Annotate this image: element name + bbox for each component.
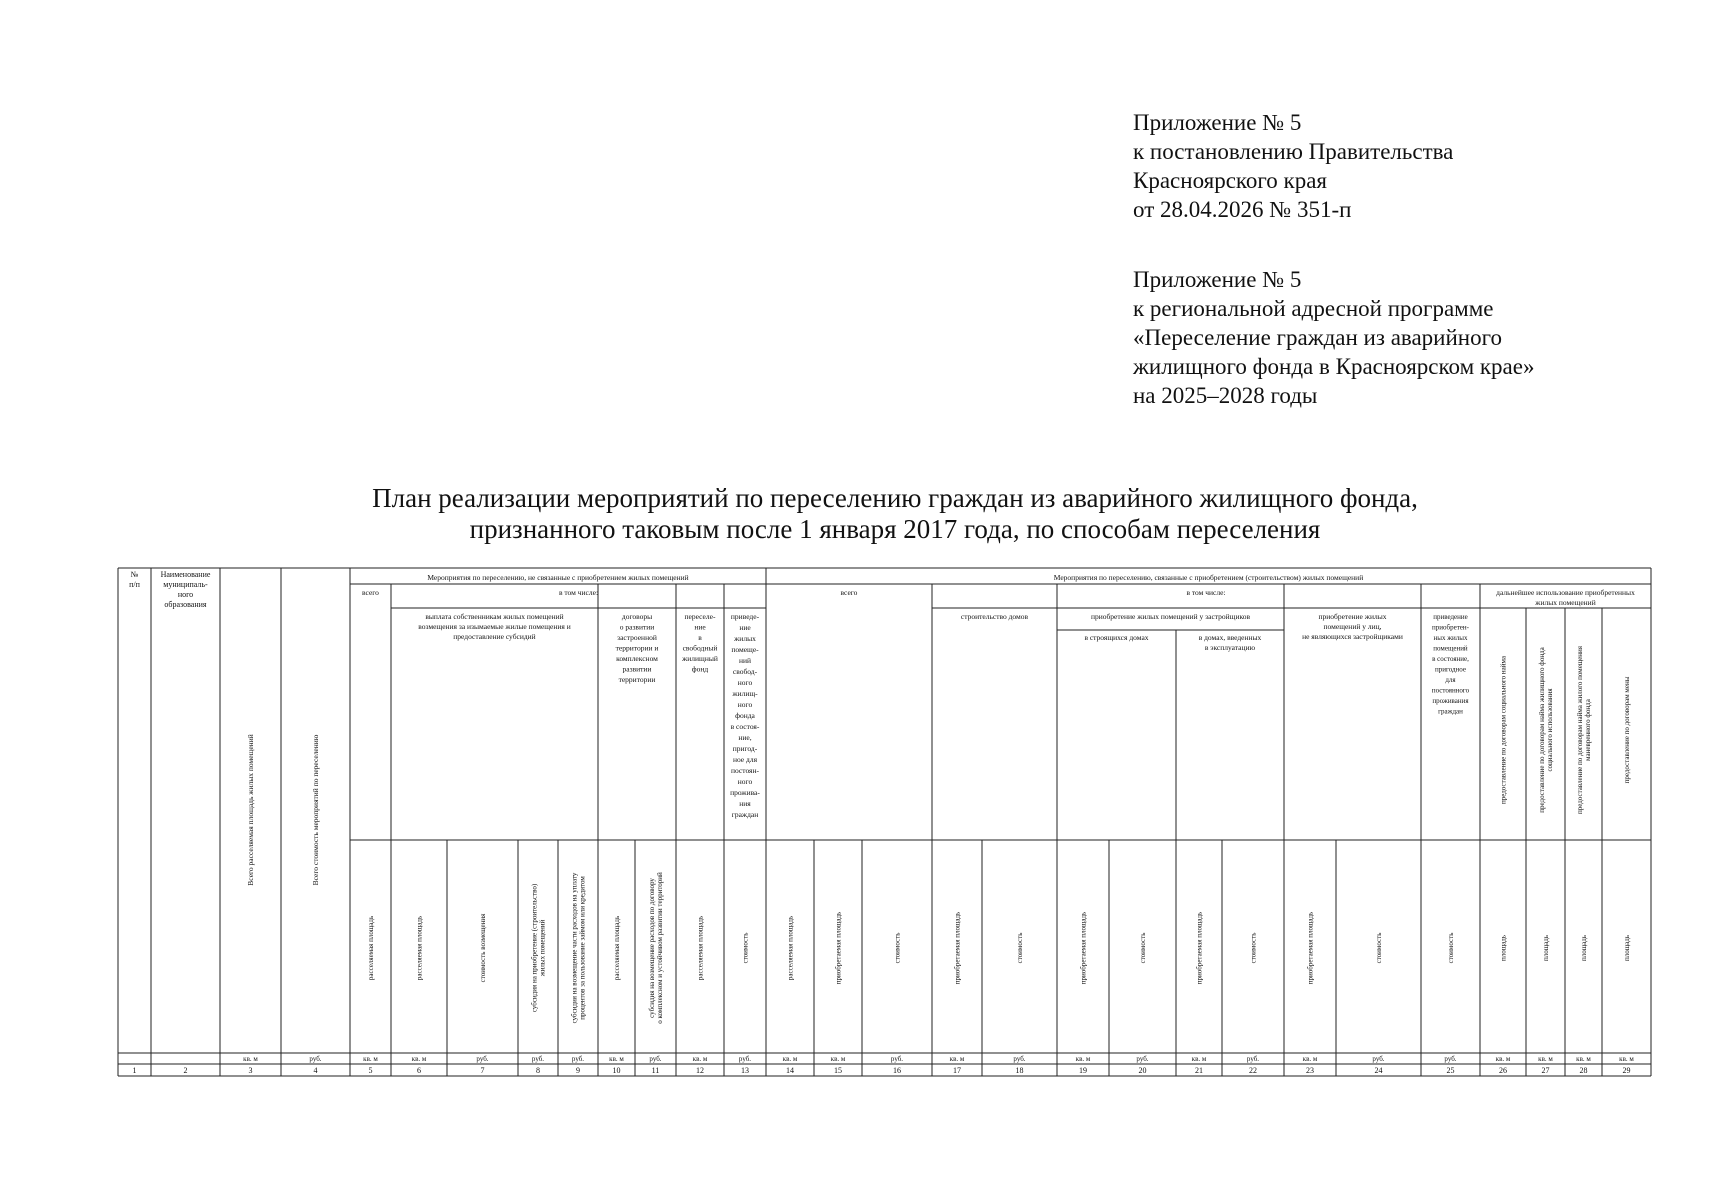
unit-cell: руб. [1013, 1055, 1026, 1063]
header-municipality: муниципаль- [163, 580, 208, 589]
column-number-cell: 9 [576, 1066, 580, 1075]
column-number-cell: 18 [1015, 1066, 1024, 1075]
column-label-11 [648, 872, 664, 1024]
column-label-7 [479, 913, 487, 982]
column-number-cell: 29 [1622, 1066, 1631, 1075]
column-label-17 [953, 912, 961, 984]
column-number-cell: 11 [651, 1066, 660, 1075]
group-a-including: в том числе: [558, 588, 599, 597]
column-label-27 [1542, 935, 1550, 961]
subgroup-bringing-purchased: помещений [1433, 644, 1468, 653]
column-label-21 [1195, 912, 1203, 984]
subgroup-bringing-purchased: в состояние, [1432, 655, 1469, 663]
vertical-header-line: стоимость [1446, 932, 1455, 964]
subgroup-commissioned: в домах, введенных [1198, 633, 1262, 642]
vertical-header-line: стоимость [1015, 932, 1024, 964]
vertical-header-line: площадь [1622, 935, 1631, 961]
subgroup-bringing-purchased: граждан [1438, 707, 1463, 716]
column-label-12 [696, 916, 704, 980]
subgroup-free-fund: фонд [691, 664, 709, 674]
column-number-cell: 4 [313, 1066, 318, 1075]
unit-cell: руб. [571, 1055, 585, 1063]
group-b-total: всего [840, 588, 858, 597]
subgroup-bringing-purchased: постоянного [1431, 686, 1470, 695]
approval-line: от 28.04.2026 № 351-п [1133, 197, 1352, 222]
vertical-header-line: стоимость [1138, 932, 1147, 964]
column-label-24 [1375, 933, 1383, 964]
unit-cell: кв. м [243, 1055, 258, 1063]
vertical-header-line: процентов за пользование займом или кредитом [578, 876, 587, 1020]
unit-cell: кв. м [363, 1055, 378, 1063]
group-c-social-rent [1499, 655, 1507, 804]
group-c-title: дальнейшее использование приобретенных [1496, 588, 1635, 597]
subgroup-bringing-to-state: фонда [735, 711, 755, 720]
subgroup-payout: возмещения за изымаемые жилые помещения и [418, 622, 571, 631]
group-c-manoeuvre-fund [1576, 645, 1592, 814]
vertical-header-line: площадь [1499, 935, 1508, 961]
column-number-cell: 19 [1079, 1066, 1087, 1075]
approval-line: Приложение № 5 [1133, 110, 1302, 135]
unit-cell: кв. м [782, 1055, 798, 1063]
vertical-header-line: стоимость [1374, 932, 1383, 964]
column-number-cell: 8 [536, 1066, 540, 1075]
subgroup-bringing-purchased: приведение [1433, 613, 1468, 621]
unit-cell: руб. [309, 1055, 322, 1063]
vertical-header-line: приобретаемая площадь [1195, 911, 1204, 985]
column-number-cell: 6 [417, 1066, 421, 1075]
column-label-10 [613, 916, 621, 980]
subgroup-bringing-purchased: для [1445, 676, 1456, 684]
subgroup-bringing-to-state: жилых [734, 634, 756, 643]
column-number-cell: 10 [612, 1066, 621, 1075]
subgroup-commissioned: в эксплуатацию [1204, 643, 1256, 652]
vertical-header-line: расселяемая площадь [612, 915, 621, 981]
vertical-header-line: стоимость возмещения [478, 913, 487, 983]
header-total-cost [311, 734, 320, 885]
subgroup-free-fund: в [698, 633, 702, 642]
column-number-cell: 5 [368, 1066, 373, 1075]
appendix-line: жилищного фонда в Красноярском крае» [1133, 354, 1535, 379]
vertical-header-line: приобретаемая площадь [953, 911, 962, 985]
column-number-cell: 12 [696, 1066, 704, 1075]
subgroup-free-fund: свободный [682, 643, 718, 653]
unit-cell: кв. м [1302, 1055, 1318, 1063]
subgroup-bringing-to-state: ное для [732, 755, 758, 764]
unit-cell: кв. м [692, 1055, 708, 1063]
vertical-header-line: приобретаемая площадь [1306, 911, 1315, 985]
column-label-6 [415, 916, 423, 980]
vertical-header-line: жилых помещений [538, 919, 547, 977]
column-label-26 [1499, 935, 1507, 961]
subgroup-bringing-purchased: приобретен- [1432, 623, 1469, 632]
group-a-total: всего [362, 588, 379, 597]
vertical-header-line: стоимость [741, 932, 750, 964]
vertical-header-line: расселяемая площадь [366, 915, 375, 981]
unit-cell: кв. м [830, 1055, 846, 1063]
subgroup-bringing-purchased: ных жилых [1433, 634, 1468, 642]
vertical-header-line: социального использования [1545, 688, 1554, 772]
column-label-5 [367, 916, 375, 980]
unit-cell: кв. м [1191, 1055, 1207, 1063]
header-municipality: Наименование [160, 570, 211, 579]
subgroup-bringing-to-state: свобод- [732, 667, 758, 676]
group-c-social-use [1538, 646, 1554, 812]
subgroup-territory-development: территории и [615, 643, 659, 653]
column-number-cell: 25 [1446, 1066, 1455, 1075]
column-number-cell: 2 [183, 1066, 188, 1075]
column-number-cell: 27 [1541, 1066, 1550, 1075]
column-label-22 [1249, 933, 1257, 964]
subgroup-bringing-to-state: ние [739, 623, 751, 632]
column-number-cell: 14 [786, 1066, 794, 1075]
group-b-title: Мероприятия по переселению, связанные с приобретением (строительством) жилых помещений [1053, 573, 1364, 582]
unit-cell: руб. [531, 1055, 545, 1063]
subgroup-developer-purchase: приобретение жилых помещений у застройщиков [1090, 612, 1251, 621]
unit-cell: руб. [1372, 1055, 1385, 1063]
approval-line: к постановлению Правительства [1133, 139, 1454, 164]
subgroup-bringing-to-state: ного [737, 700, 753, 709]
column-number-cell: 15 [834, 1066, 842, 1075]
column-label-29 [1623, 935, 1631, 961]
column-number-cell: 3 [248, 1066, 253, 1075]
subgroup-construction: строительство домов [960, 612, 1029, 621]
title-line: признанного таковым после 1 января 2017 года, по способам переселения [469, 514, 1321, 544]
unit-cell: кв. м [609, 1055, 624, 1063]
column-number-cell: 23 [1306, 1066, 1314, 1075]
vertical-header-line: приобретаемая площадь [1079, 911, 1088, 985]
vertical-header-line: расселяемая площадь [415, 915, 424, 981]
subgroup-payout: предоставление субсидий [453, 632, 536, 641]
unit-cell: кв. м [411, 1055, 427, 1063]
subgroup-bringing-to-state: помеще- [731, 645, 759, 654]
group-c-title: жилых помещений [1535, 598, 1596, 607]
subgroup-territory-development: развитии [622, 664, 652, 674]
column-label-20 [1139, 933, 1147, 964]
unit-cell: руб. [1136, 1055, 1149, 1063]
subgroup-territory-development: договоры [621, 612, 653, 621]
vertical-header-line: стоимость [893, 932, 902, 964]
column-number-cell: 24 [1374, 1066, 1383, 1075]
subgroup-free-fund: жилищный [682, 654, 718, 663]
vertical-header-line: расселяемая площадь [786, 915, 795, 981]
unit-cell: руб. [890, 1055, 904, 1063]
subgroup-bringing-purchased: пригодное [1435, 665, 1466, 674]
column-number-cell: 21 [1195, 1066, 1203, 1075]
subgroup-bringing-to-state: ного [737, 678, 753, 687]
column-number-cell: 1 [132, 1066, 137, 1075]
column-label-25 [1447, 933, 1455, 964]
subgroup-bringing-to-state: в состоя- [730, 722, 760, 731]
column-number-cell: 17 [953, 1066, 961, 1075]
vertical-header-line: площадь [1541, 935, 1550, 961]
subgroup-bringing-to-state: прожива- [730, 788, 760, 797]
unit-cell: кв. м [1495, 1055, 1511, 1063]
group-a-title: Мероприятия по переселению, не связанные с приобретением жилых помещений [427, 573, 689, 582]
unit-cell: кв. м [1538, 1055, 1553, 1063]
subgroup-non-developer: не являющихся застройщиками [1302, 632, 1403, 641]
subgroup-bringing-to-state: ного [737, 777, 753, 786]
subgroup-territory-development: о развитии [619, 622, 655, 632]
appendix-line: «Переселение граждан из аварийного [1133, 325, 1502, 350]
column-label-23 [1306, 912, 1314, 984]
column-number-cell: 7 [480, 1066, 485, 1075]
appendix-line: к региональной адресной программе [1133, 296, 1494, 321]
column-label-28 [1580, 935, 1588, 961]
header-number: № [130, 570, 139, 579]
subgroup-bringing-to-state: граждан [731, 810, 759, 819]
vertical-header-line: расселяемая площадь [696, 915, 705, 981]
vertical-header-line: предоставление по договорам найма жилищного фонда [1537, 647, 1546, 813]
vertical-header-line: Всего стоимость мероприятий по переселению [311, 734, 320, 886]
vertical-header-line: маневренного фонда [1583, 699, 1592, 761]
header-number: п/п [129, 580, 140, 589]
group-c-exchange [1623, 676, 1631, 783]
subgroup-non-developer: приобретение жилых [1318, 612, 1387, 621]
unit-cell: руб. [476, 1055, 489, 1063]
column-label-16 [893, 933, 901, 964]
subgroup-territory-development: комплексном [616, 654, 658, 663]
column-number-cell: 20 [1138, 1066, 1147, 1075]
unit-cell: кв. м [1075, 1055, 1091, 1063]
subgroup-free-fund: ние [694, 622, 706, 632]
subgroup-free-fund: переселе- [684, 612, 716, 621]
column-number-cell: 26 [1499, 1066, 1507, 1075]
vertical-header-line: предоставление по договорам мены [1622, 676, 1631, 784]
column-label-13 [741, 933, 749, 964]
approval-line: Красноярского края [1133, 168, 1327, 193]
subgroup-territory-development: территории [618, 675, 656, 684]
vertical-header-line: площадь [1579, 935, 1588, 961]
vertical-header-line: субсидия на возмещение расходов по договору [647, 878, 656, 1018]
vertical-header-line: предоставление по договорам социального найма [1499, 655, 1508, 805]
column-label-15 [834, 912, 842, 984]
unit-cell: руб. [738, 1055, 752, 1063]
unit-cell: руб. [649, 1055, 662, 1063]
unit-cell: кв. м [949, 1055, 965, 1063]
subgroup-bringing-to-state: приведе- [730, 612, 760, 621]
appendix-line: Приложение № 5 [1133, 267, 1302, 292]
subgroup-bringing-to-state: жилищ- [732, 689, 758, 698]
unit-cell: кв. м [1619, 1055, 1634, 1063]
subgroup-payout: выплата собственникам жилых помещений [425, 612, 564, 621]
vertical-header-line: приобретаемая площадь [834, 911, 843, 985]
vertical-header-line: предоставление по договорам найма жилого помещения [1575, 645, 1584, 815]
column-number-cell: 13 [741, 1066, 749, 1075]
column-label-18 [1016, 933, 1024, 964]
column-label-19 [1079, 912, 1087, 984]
subgroup-non-developer: помещений у лиц, [1323, 622, 1382, 631]
header-total-area [246, 734, 255, 885]
header-municipality: ного [177, 590, 194, 599]
appendix-line: на 2025–2028 годы [1133, 383, 1318, 408]
vertical-header-line: стоимость [1249, 932, 1258, 964]
column-label-14 [786, 916, 794, 980]
subgroup-bringing-to-state: постоян- [730, 766, 760, 775]
subgroup-bringing-to-state: пригод- [732, 744, 758, 753]
subgroup-bringing-to-state: ний [738, 656, 752, 665]
subgroup-bringing-to-state: ние, [738, 733, 752, 742]
vertical-header-line: Всего расселяемая площадь жилых помещений [246, 734, 255, 886]
group-b-including: в том числе: [1186, 588, 1226, 597]
vertical-header-line: о комплексном и устойчивом развитии территорий [655, 872, 664, 1024]
subgroup-bringing-purchased: проживания [1432, 697, 1469, 705]
subgroup-territory-development: застроенной [617, 633, 657, 642]
vertical-header-line: субсидия на возмещение части расходов на уплату [570, 872, 579, 1024]
header-municipality: образования [164, 600, 207, 609]
unit-cell: руб. [1246, 1055, 1260, 1063]
subgroup-bringing-to-state: ния [739, 799, 751, 808]
column-number-cell: 16 [893, 1066, 901, 1075]
title-line: План реализации мероприятий по переселению граждан из аварийного жилищного фонда, [372, 483, 1418, 513]
subgroup-under-construction: в строящихся домах [1084, 633, 1149, 642]
column-number-cell: 22 [1249, 1066, 1257, 1075]
unit-cell: кв. м [1576, 1055, 1591, 1063]
column-label-9 [570, 872, 586, 1023]
column-label-8 [530, 883, 546, 1012]
vertical-header-line: субсидия на приобретение (строительство) [530, 883, 539, 1013]
unit-cell: руб. [1444, 1055, 1457, 1063]
column-number-cell: 28 [1579, 1066, 1588, 1075]
